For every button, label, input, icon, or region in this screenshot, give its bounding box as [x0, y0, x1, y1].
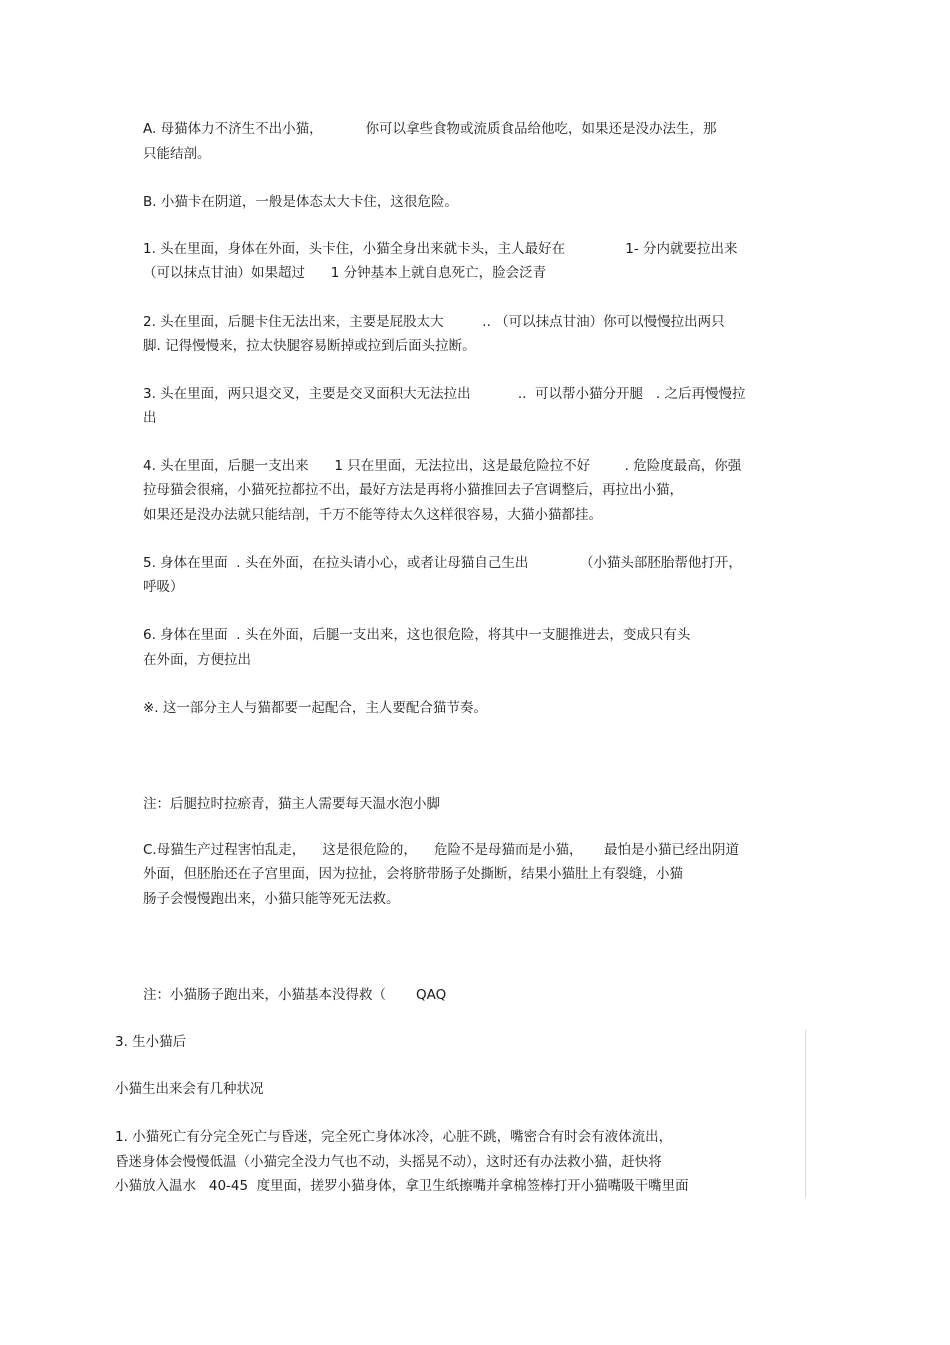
para-1-line-2: （可以抹点甘油）如果超过 1 分钟基本上就自息死亡，脸会泛青: [143, 265, 547, 281]
note-legs: 注：后腿拉时拉瘀青，猫主人需要每天温水泡小脚: [143, 796, 440, 812]
para-5-line-2: 呼吸）: [143, 579, 184, 595]
para-2-line-2: 脚. 记得慢慢来，拉太快腿容易断掉或拉到后面头拉断。: [143, 338, 476, 354]
margin-rule: [805, 1030, 806, 1198]
para-4-line-2: 拉母猫会很痛，小猫死拉都拉不出，最好方法是再将小猫推回去子宫调整后，再拉出小猫，: [143, 482, 683, 498]
para-6-line-2: 在外面，方便拉出: [143, 652, 251, 668]
para-4-line-3: 如果还是没办法就只能结剖，千万不能等待太久这样很容易，大猫小猫都挂。: [143, 507, 602, 523]
section-3-item-1-line-1: 1. 小猫死亡有分完全死亡与昏迷，完全死亡身体冰冷，心脏不跳，嘴密合有时会有液体流出，: [115, 1129, 673, 1145]
para-c-line-1: C.母猫生产过程害怕乱走， 这是很危险的， 危险不是母猫而是小猫， 最怕是小猫已经出阴道: [143, 842, 740, 858]
para-note-cooperate: ※. 这一部分主人与猫都要一起配合，主人要配合猫节奏。: [143, 700, 487, 716]
para-3-line-1: 3. 头在里面，两只退交叉，主要是交叉面积大无法拉出 .. 可以帮小猫分开腿 . 之后再慢慢拉: [143, 386, 746, 402]
para-c-line-2: 外面，但胚胎还在子宫里面，因为拉扯，会将脐带肠子处撕断，结果小猫肚上有裂缝，小猫: [143, 866, 683, 882]
para-1-line-1: 1. 头在里面，身体在外面，头卡住，小猫全身出来就卡头，主人最好在 1- 分内就要拉出来: [143, 241, 738, 257]
para-5-line-1: 5. 身体在里面 . 头在外面，在拉头请小心，或者让母猫自己生出 （小猫头部胚胎帮他打开，: [143, 555, 742, 571]
section-3-title: 3. 生小猫后: [115, 1034, 187, 1050]
section-3-item-1-line-2: 昏迷身体会慢慢低温（小猫完全没力气也不动，头摇晃不动），这时还有办法救小猫，赶快将: [115, 1154, 662, 1170]
para-c-line-3: 肠子会慢慢跑出来，小猫只能等死无法救。: [143, 891, 400, 907]
para-a-line-1: A. 母猫体力不济生不出小猫， 你可以拿些食物或流质食品给他吃，如果还是没办法生，那: [143, 121, 717, 137]
para-a-line-2: 只能结剖。: [143, 146, 211, 162]
para-b-line-1: B. 小猫卡在阴道，一般是体态太大卡住，这很危险。: [143, 194, 458, 210]
para-4-line-1: 4. 头在里面，后腿一支出来 1 只在里面，无法拉出，这是最危险拉不好 . 危险度最高，你强: [143, 458, 742, 474]
para-3-line-2: 出: [143, 410, 157, 426]
para-2-line-1: 2. 头在里面，后腿卡住无法出来，主要是屁股太大 .. （可以抹点甘油）你可以慢慢拉出两只: [143, 314, 725, 330]
note-intestine: 注：小猫肠子跑出来，小猫基本没得救（ QAQ: [143, 987, 447, 1003]
section-3-intro: 小猫生出来会有几种状况: [115, 1081, 264, 1097]
para-6-line-1: 6. 身体在里面 . 头在外面，后腿一支出来，这也很危险，将其中一支腿推进去，变成只有头: [143, 627, 691, 643]
section-3-item-1-line-3: 小猫放入温水 40-45 度里面，搓罗小猫身体，拿卫生纸擦嘴并拿棉签棒打开小猫嘴吸干嘴里面: [115, 1178, 689, 1194]
